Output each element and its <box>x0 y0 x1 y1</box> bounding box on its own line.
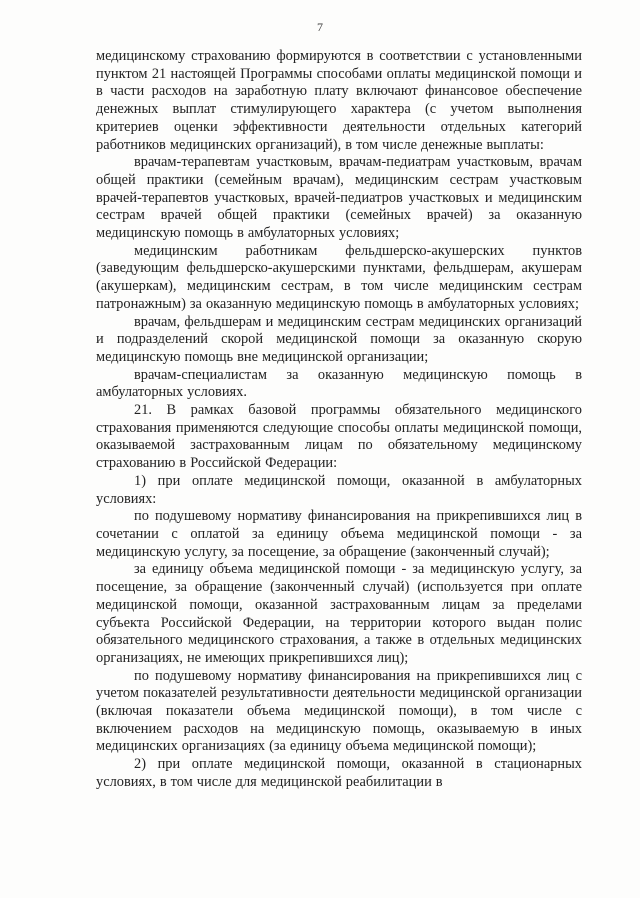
paragraph-specialists: врачам-специалистам за оказанную медицинскую помощь в амбулаторных условиях. <box>96 366 582 401</box>
paragraph-item-21: 21. В рамках базовой программы обязательного медицинского страхования применяются следующие способы оплаты медицинской помощи, оказываемой застрахованным лицам по обязательному медицинскому страхованию в Российской Федерации: <box>96 402 582 472</box>
paragraph-subitem-1: 1) при оплате медицинской помощи, оказанной в амбулаторных условиях: <box>96 472 582 507</box>
paragraph-feldsher-points: медицинским работникам фельдшерско-акушерских пунктов (заведующим фельдшерско-акушерскими пунктами, фельдшерам, акушерам (акушеркам), медицинским сестрам, в том числе медицинским сестрам патронажным) за оказанную медицинскую помощь в амбулаторных условиях; <box>96 242 582 312</box>
document-body <box>96 48 582 792</box>
paragraph-emergency-care: врачам, фельдшерам и медицинским сестрам медицинских организаций и подразделений скорой медицинской помощи за оказанную скорую медицинскую помощь вне медицинской организации; <box>96 313 582 365</box>
page-number: 7 <box>317 20 323 34</box>
paragraph-therapists: врачам-терапевтам участковым, врачам-педиатрам участковым, врачам общей практики (семейным врачам), медицинским сестрам участковым врачей-терапевтов участковых, врачей-педиатров участковых и медицинским сестрам врачей общей практики (семейных врачей) за оказанную медицинскую помощь в амбулаторных условиях; <box>96 154 582 242</box>
paragraph-subitem-2: 2) при оплате медицинской помощи, оказанной в стационарных условиях, в том числе для медицинской реабилитации в <box>96 756 582 790</box>
paragraph-per-capita-combined: по подушевому нормативу финансирования на прикрепившихся лиц в сочетании с оплатой за единицу объема медицинской помощи - за медицинскую услугу, за посещение, за обращение (законченный случай); <box>96 508 582 560</box>
paragraph-unit-volume: за единицу объема медицинской помощи - за медицинскую услугу, за посещение, за обращение (законченный случай) (используется при оплате медицинской помощи, оказанной застрахованным лицам за пределами субъекта Российской Федерации, на территории которого выдан полис обязательного медицинского страхования, а также в отдельных медицинских организациях, не имеющих прикрепившихся лиц); <box>96 561 582 666</box>
paragraph-per-capita-performance: по подушевому нормативу финансирования на прикрепившихся лиц с учетом показателей результативности деятельности медицинской организации (включая показатели объема медицинской помощи), в том числе с включением расходов на медицинскую помощь, оказываемую в иных медицинских организациях (за единицу объема медицинской помощи); <box>96 667 582 755</box>
paragraph-continuation: медицинскому страхованию формируются в соответствии с установленными пунктом 21 настоящей Программы способами оплаты медицинской помощи и в части расходов на заработную плату включают финансовое обеспечение денежных выплат стимулирующего характера (с учетом выполнения критериев оценки эффективности деятельности отдельных категорий работников медицинских организаций), в том числе денежные выплаты: <box>96 48 582 153</box>
